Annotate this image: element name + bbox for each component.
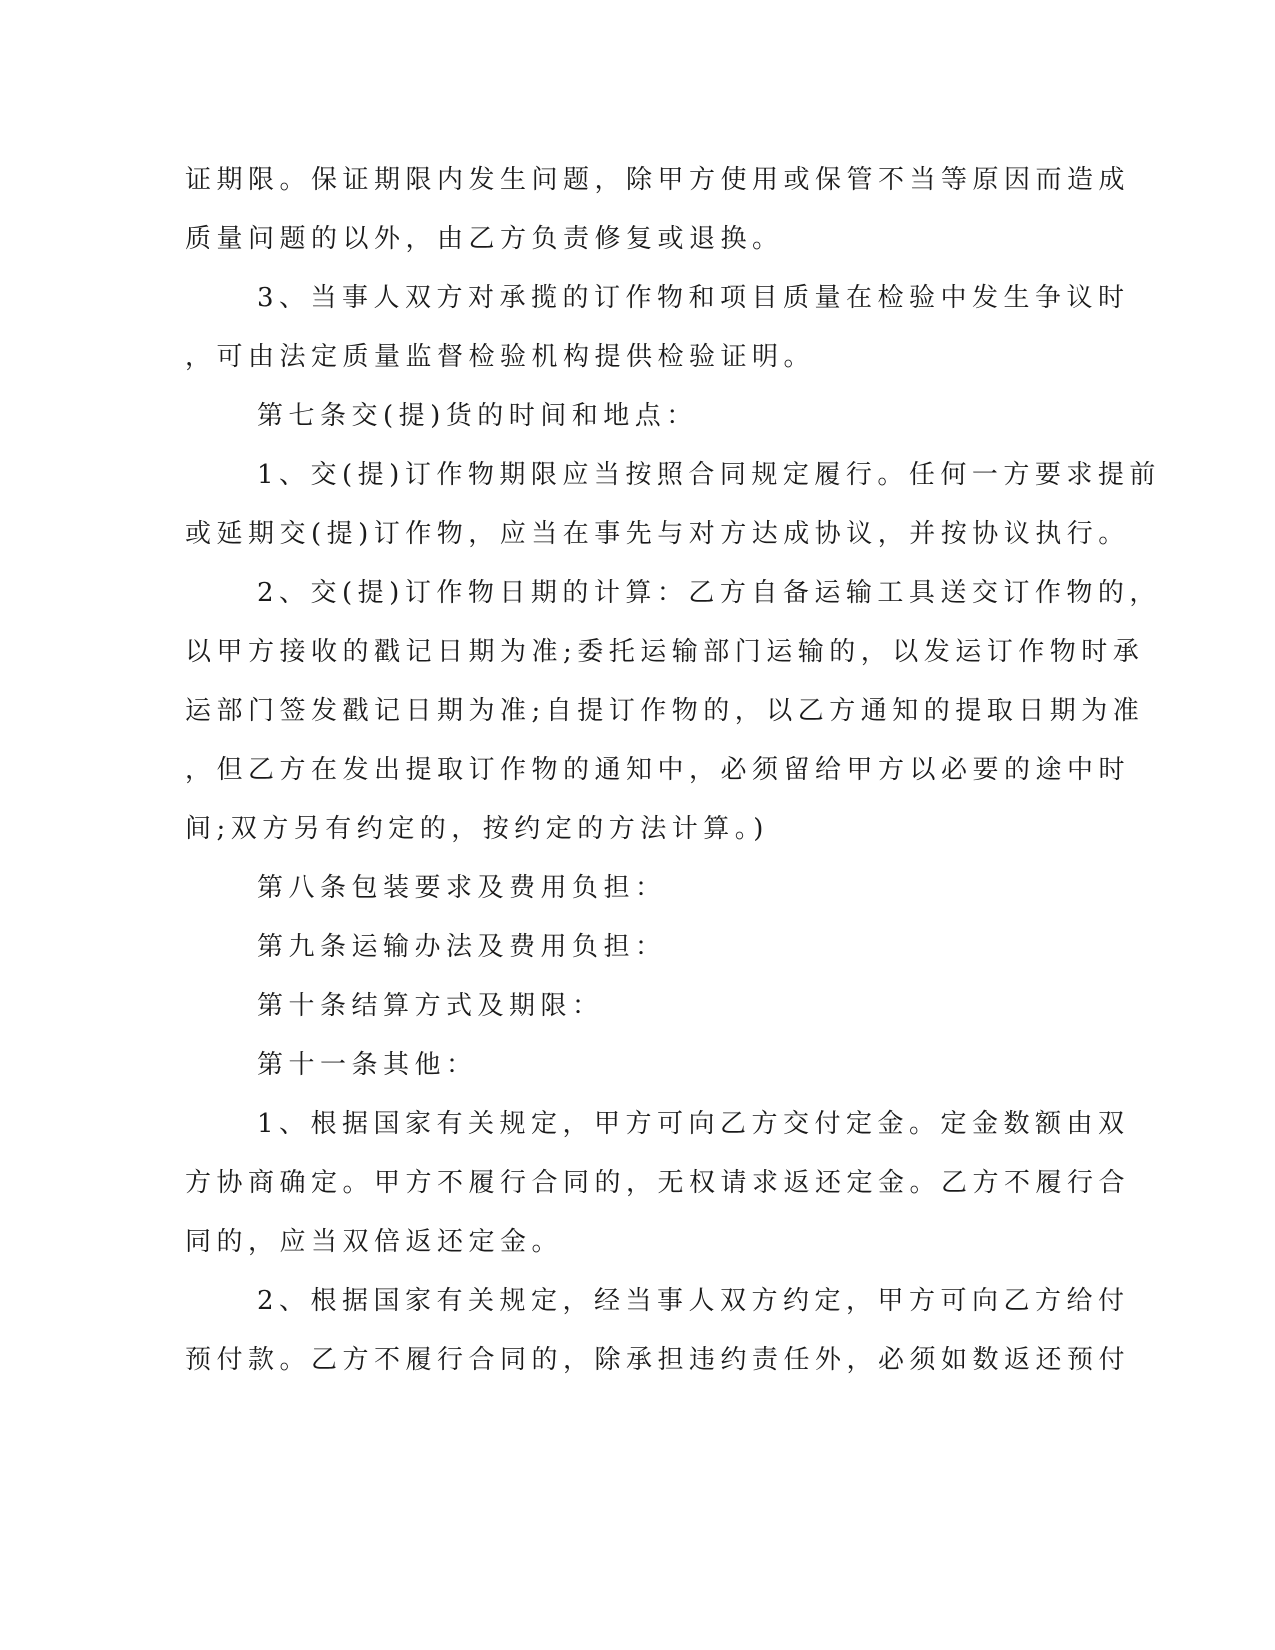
section-heading: 第十一条其他： [257, 1050, 478, 1080]
paragraph-line: 以甲方接收的戳记日期为准;委托运输部门运输的，以发运订作物时承 [185, 637, 1145, 667]
section-heading: 第七条交(提)货的时间和地点： [257, 401, 698, 431]
paragraph-line: 同的，应当双倍返还定金。 [185, 1227, 564, 1257]
paragraph-line: 2、根据国家有关规定，经当事人双方约定，甲方可向乙方给付 [257, 1286, 1130, 1316]
paragraph-line: 1、根据国家有关规定，甲方可向乙方交付定金。定金数额由双 [257, 1109, 1130, 1139]
paragraph-line: ，但乙方在发出提取订作物的通知中，必须留给甲方以必要的途中时 [185, 755, 1131, 785]
paragraph-line: 预付款。乙方不履行合同的，除承担违约责任外，必须如数返还预付 [185, 1345, 1131, 1375]
paragraph-line: 证期限。保证期限内发生问题，除甲方使用或保管不当等原因而造成 [185, 165, 1131, 195]
paragraph-line: 质量问题的以外，由乙方负责修复或退换。 [185, 224, 784, 254]
paragraph-line: 运部门签发戳记日期为准;自提订作物的，以乙方通知的提取日期为准 [185, 696, 1145, 726]
paragraph-line: 1、交(提)订作物期限应当按照合同规定履行。任何一方要求提前 [257, 460, 1161, 490]
paragraph-line: 或延期交(提)订作物，应当在事先与对方达成协议，并按协议执行。 [185, 519, 1130, 549]
section-heading: 第八条包装要求及费用负担： [257, 873, 667, 903]
section-heading: 第九条运输办法及费用负担： [257, 932, 667, 962]
section-heading: 第十条结算方式及期限： [257, 991, 604, 1021]
paragraph-line: 2、交(提)订作物日期的计算：乙方自备运输工具送交订作物的， [257, 578, 1161, 608]
paragraph-line: 间;双方另有约定的，按约定的方法计算。) [185, 814, 769, 844]
paragraph-line: 方协商确定。甲方不履行合同的，无权请求返还定金。乙方不履行合 [185, 1168, 1131, 1198]
paragraph-line: 3、当事人双方对承揽的订作物和项目质量在检验中发生争议时 [257, 283, 1130, 313]
paragraph-line: ，可由法定质量监督检验机构提供检验证明。 [185, 342, 816, 372]
